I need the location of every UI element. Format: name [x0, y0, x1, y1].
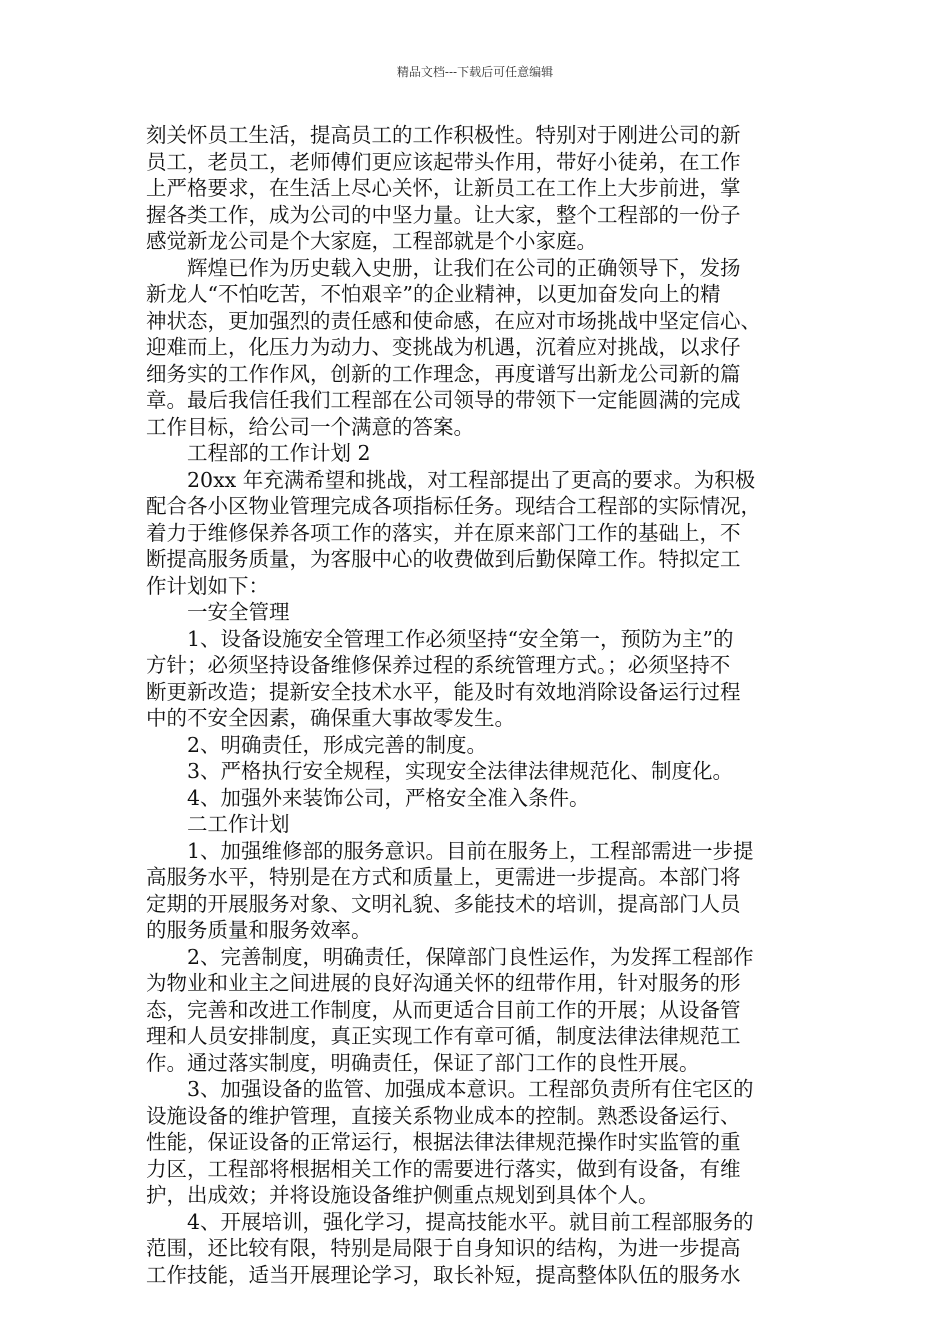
text-line: 工作目标，给公司一个满意的答案。	[146, 414, 474, 439]
text-line: 1、加强维修部的服务意识。目前在服务上，工程部需进一步提	[187, 838, 754, 863]
text-line: 细务实的工作作风，创新的工作理念，再度谱写出新龙公司新的篇	[146, 361, 741, 386]
text-line: 二工作计划	[187, 812, 290, 836]
text-line: 1、设备设施安全管理工作必须坚持“安全第一，预防为主”的	[187, 626, 734, 651]
text-line: 2、完善制度，明确责任，保障部门良性运作，为发挥工程部作	[187, 944, 754, 969]
document-body	[146, 122, 806, 1288]
text-line: 新龙人“不怕吃苦，不怕艰辛”的企业精神，以更加奋发向上的精	[146, 282, 721, 306]
text-line: 态，完善和改进工作制度，从而更适合目前工作的开展；从设备管	[146, 997, 741, 1022]
text-line: 2、明确责任，形成完善的制度。	[187, 732, 488, 757]
text-line: 辉煌已作为历史载入史册，让我们在公司的正确领导下，发扬	[187, 255, 741, 280]
text-line: 员工，老员工，老师傅们更应该起带头作用，带好小徒弟，在工作	[146, 149, 741, 174]
text-line: 20xx 年充满希望和挑战，对工程部提出了更高的要求。为积极	[187, 467, 756, 492]
text-line: 方针；必须坚持设备维修保养过程的系统管理方式。；必须坚持不	[146, 653, 731, 677]
text-line: 刻关怀员工生活，提高员工的工作积极性。特别对于刚进公司的新	[146, 123, 741, 147]
text-line: 上严格要求，在生活上尽心关怀，让新员工在工作上大步前进，掌	[146, 176, 741, 200]
text-line: 一安全管理	[187, 600, 290, 624]
text-line: 4、加强外来装饰公司，严格安全准入条件。	[187, 785, 590, 810]
text-line: 工程部的工作计划 2	[187, 441, 371, 465]
text-line: 断提高服务质量，为客服中心的收费做到后勤保障工作。特拟定工	[146, 547, 741, 571]
text-line: 作。通过落实制度，明确责任，保证了部门工作的良性开展。	[146, 1050, 700, 1075]
text-line: 设施设备的维护管理，直接关系物业成本的控制。熟悉设备运行、	[146, 1103, 741, 1128]
text-line: 着力于维修保养各项工作的落实，并在原来部门工作的基础上，不	[146, 520, 741, 545]
text-line: 感觉新龙公司是个大家庭，工程部就是个小家庭。	[146, 229, 597, 253]
text-line: 3、严格执行安全规程，实现安全法律法律规范化、制度化。	[187, 759, 734, 783]
text-line: 高服务水平，特别是在方式和质量上，更需进一步提高。本部门将	[146, 865, 741, 889]
text-line: 的服务质量和服务效率。	[146, 918, 372, 942]
text-line: 迎难而上，化压力为动力、变挑战为机遇，沉着应对挑战，以求仔	[146, 335, 741, 359]
text-line: 范围，还比较有限，特别是局限于自身知识的结构，为进一步提高	[146, 1236, 741, 1260]
text-line: 握各类工作，成为公司的中坚力量。让大家，整个工程部的一份子	[146, 202, 741, 227]
text-line: 中的不安全因素，确保重大事故零发生。	[146, 706, 515, 730]
text-line: 断更新改造；提新安全技术水平，能及时有效地消除设备运行过程	[146, 679, 741, 704]
text-line: 为物业和业主之间进展的良好沟通关怀的纽带作用，针对服务的形	[146, 971, 741, 995]
text-line: 工作技能，适当开展理论学习，取长补短，提高整体队伍的服务水	[146, 1262, 741, 1287]
text-line: 力区，工程部将根据相关工作的需要进行落实，做到有设备，有维	[146, 1156, 741, 1181]
page-header: 精品文档---下载后可任意编辑	[396, 65, 554, 79]
text-line: 护，出成效；并将设施设备维护侧重点规划到具体个人。	[146, 1183, 659, 1207]
text-line: 章。最后我信任我们工程部在公司领导的带领下一定能圆满的完成	[146, 388, 741, 412]
text-line: 性能，保证设备的正常运行，根据法律法律规范操作时实监管的重	[146, 1130, 741, 1154]
text-line: 理和人员安排制度，真正实现工作有章可循，制度法律法律规范工	[146, 1024, 741, 1048]
text-line: 神状态，更加强烈的责任感和使命感，在应对市场挑战中坚定信心、	[146, 308, 761, 333]
text-line: 配合各小区物业管理完成各项指标任务。现结合工程部的实际情况，	[146, 494, 761, 518]
text-line: 3、加强设备的监管、加强成本意识。工程部负责所有住宅区的	[187, 1077, 754, 1101]
text-line: 4、开展培训，强化学习，提高技能水平。就目前工程部服务的	[187, 1209, 754, 1234]
text-line: 作计划如下：	[146, 573, 269, 598]
text-line: 定期的开展服务对象、文明礼貌、多能技术的培训，提高部门人员	[146, 891, 741, 916]
